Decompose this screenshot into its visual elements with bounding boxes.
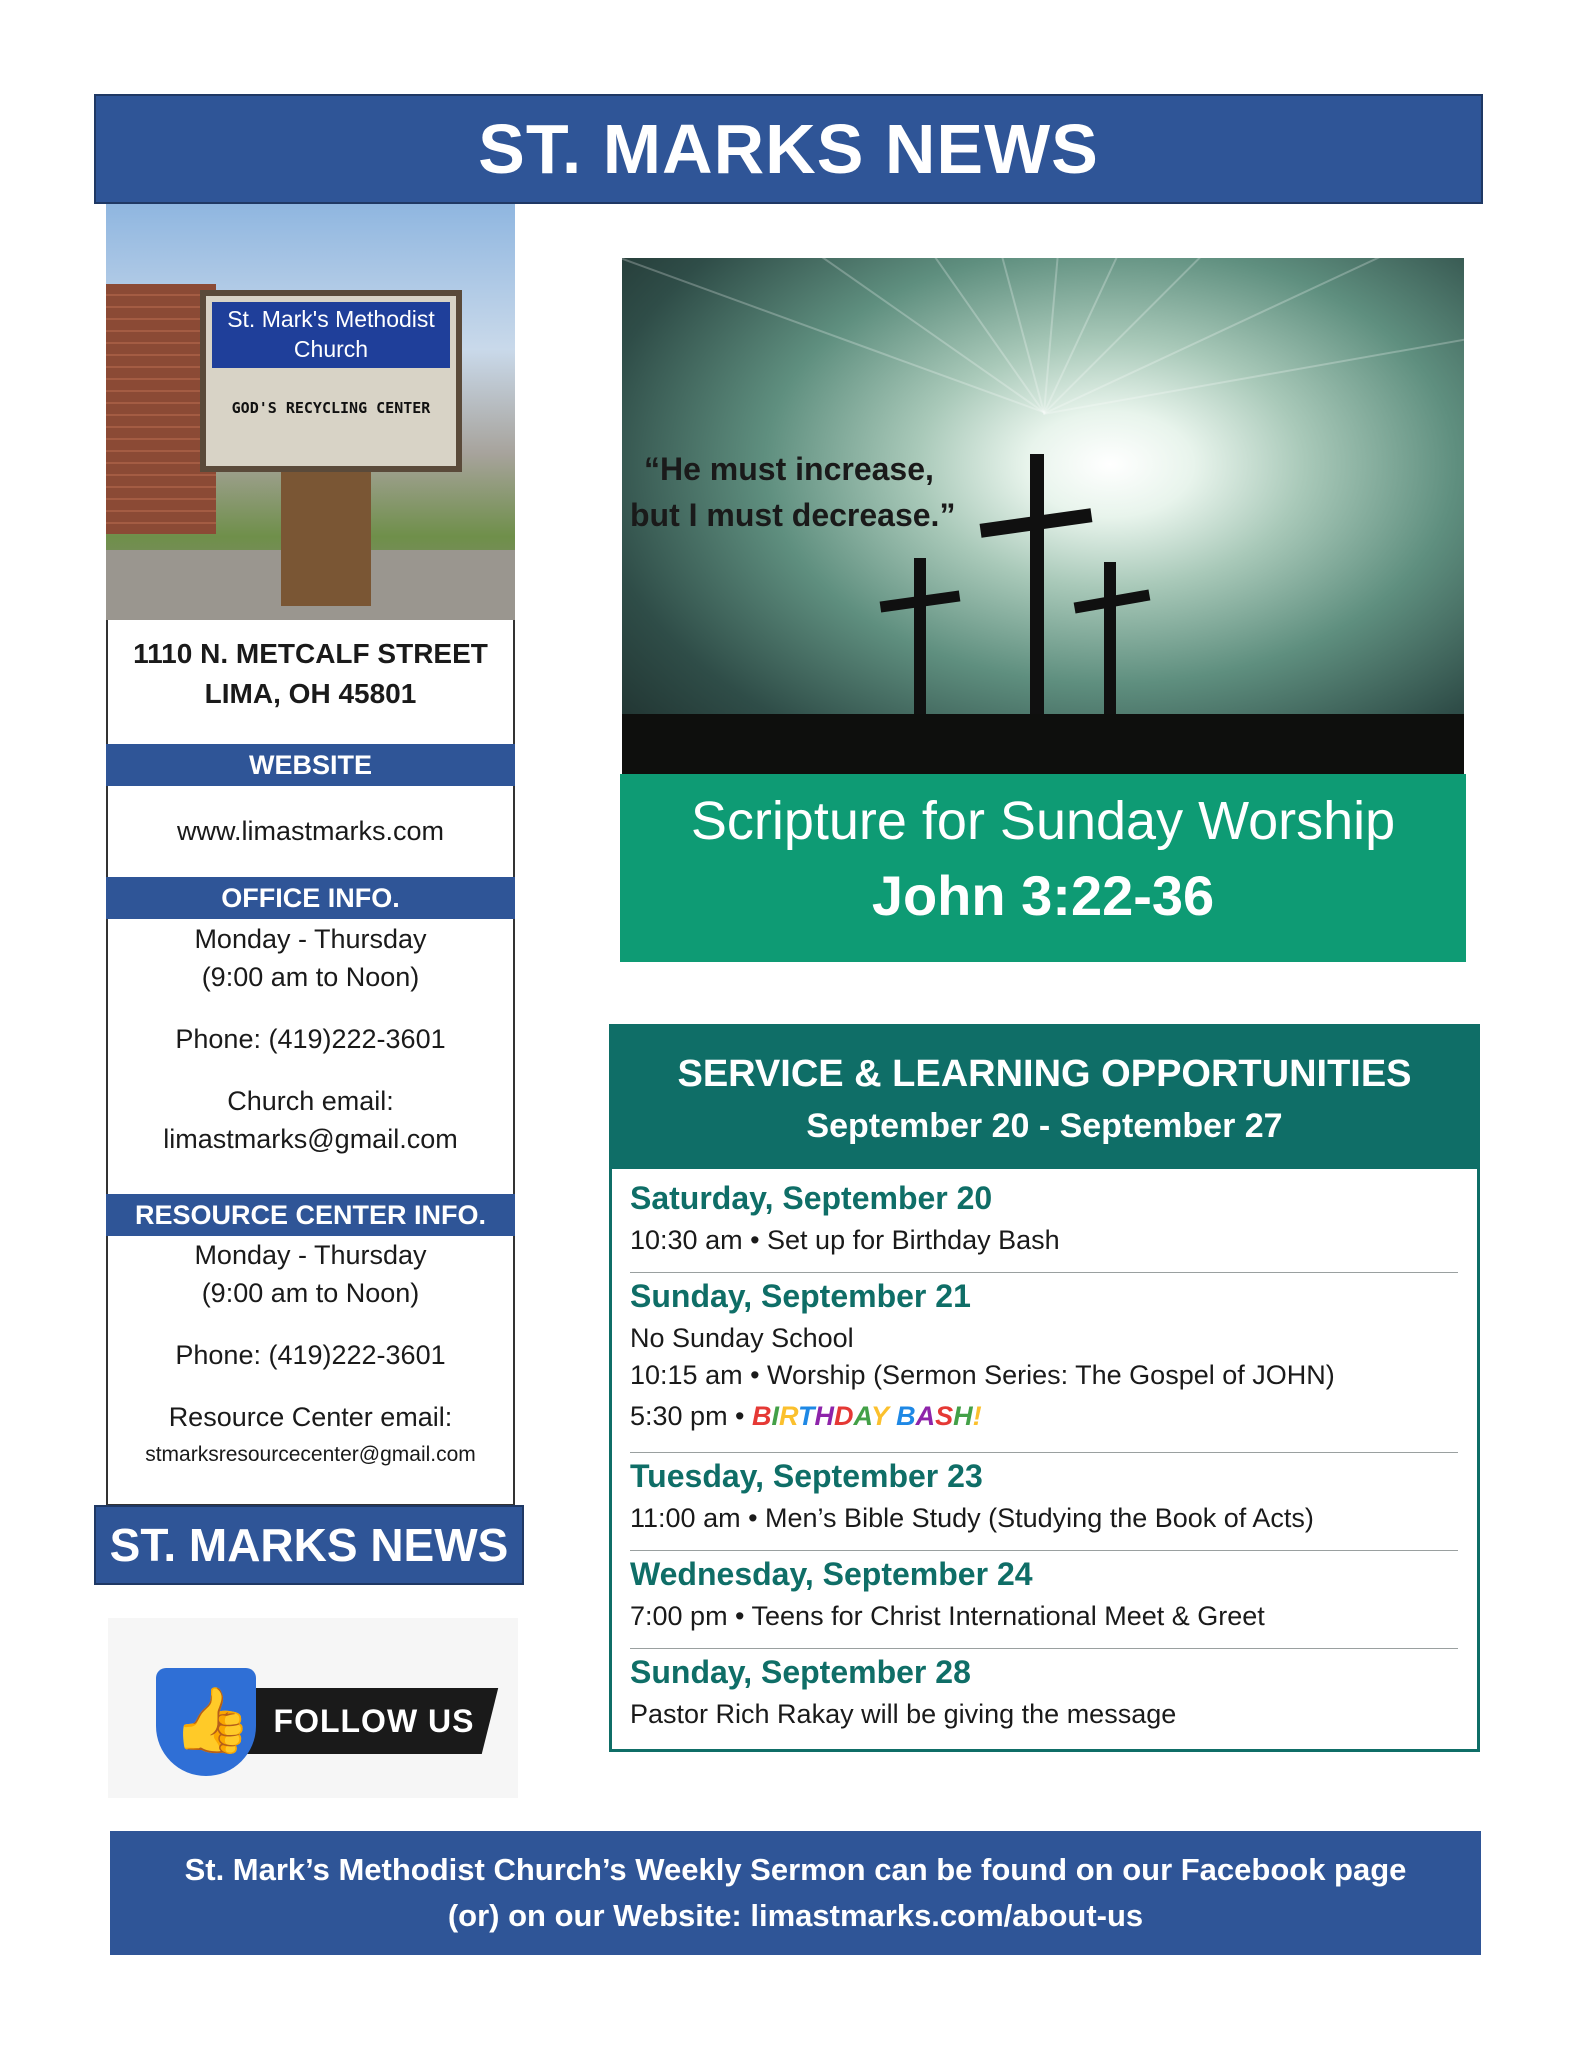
divider [630,1272,1458,1273]
divider [630,1648,1458,1649]
address-block [106,634,515,714]
resource-heading: RESOURCE CENTER INFO. [106,1194,515,1236]
divider [630,1550,1458,1551]
office-email-label: Church email: [227,1086,394,1116]
office-phone: Phone: (419)222-3601 [175,1024,446,1054]
service-header [609,1024,1480,1169]
office-heading: OFFICE INFO. [106,877,515,919]
follow-us-button[interactable] [108,1618,518,1798]
resource-email[interactable]: stmarksresourcecenter@gmail.com [145,1443,476,1466]
day-heading: Wednesday, September 24 [630,1556,1033,1592]
birthday-bash-highlight: BIRTHDAY BASH! [752,1401,982,1431]
thumbs-up-icon: 👍 [172,1684,252,1756]
event-item: No Sunday School [630,1323,854,1353]
address-line1: 1110 N. METCALF STREET [133,638,488,669]
bible-quote [630,446,955,538]
office-info [106,920,515,1158]
resource-days: Monday - Thursday [194,1240,427,1270]
follow-label: FOLLOW US [273,1703,475,1739]
crosses-hero-image [622,258,1464,774]
right-cross-vertical [1104,562,1116,724]
event-item: 11:00 am • Men’s Bible Study (Studying the Book of Acts) [630,1503,1314,1533]
left-cross-vertical [914,558,926,724]
sign-message: GOD'S RECYCLING CENTER [231,399,431,417]
footer-line1: St. Mark’s Methodist Church’s Weekly Sermon can be found on our Facebook page [184,1852,1407,1887]
sign-name: St. Mark's Methodist Church [212,302,450,368]
resource-hours: (9:00 am to Noon) [201,1278,420,1308]
quote-line2: but I must decrease.” [630,497,956,533]
event-item: 7:00 pm • Teens for Christ International Meet & Greet [630,1601,1265,1631]
day-heading: Sunday, September 28 [630,1654,971,1690]
event-item-birthday-bash [630,1398,1460,1434]
day-heading: Tuesday, September 23 [630,1458,983,1494]
website-url[interactable]: www.limastmarks.com [176,816,445,846]
office-days: Monday - Thursday [194,924,427,954]
page-header [94,94,1483,204]
service-range: September 20 - September 27 [806,1107,1283,1145]
event-item: 10:30 am • Set up for Birthday Bash [630,1225,1060,1255]
resource-phone: Phone: (419)222-3601 [175,1340,446,1370]
event-item: Pastor Rich Rakay will be giving the message [630,1699,1177,1729]
website-heading: WEBSITE [106,744,515,786]
sign-post [281,466,371,606]
sermon-footer [110,1831,1481,1955]
scripture-banner [620,774,1466,962]
church-sign-photo [106,204,515,620]
church-sign [200,290,462,472]
event-time: 5:30 pm • [630,1401,753,1431]
resource-info [106,1236,515,1474]
scripture-reference: John 3:22-36 [871,864,1215,927]
news-badge: ST. MARKS NEWS [94,1505,524,1585]
day-heading: Sunday, September 21 [630,1278,971,1314]
center-cross-vertical [1030,454,1044,724]
day-heading: Saturday, September 20 [630,1180,993,1216]
footer-line2[interactable]: (or) on our Website: limastmarks.com/about-us [447,1898,1144,1933]
event-item: 10:15 am • Worship (Sermon Series: The Gospel of JOHN) [630,1360,1335,1390]
address-line2: LIMA, OH 45801 [204,678,417,709]
grass-silhouette [622,714,1464,774]
divider [630,1452,1458,1453]
quote-line1: “He must increase, [644,451,934,487]
office-email[interactable]: limastmarks@gmail.com [163,1124,458,1154]
service-title: SERVICE & LEARNING OPPORTUNITIES [677,1053,1412,1095]
office-hours: (9:00 am to Noon) [201,962,420,992]
page-title: ST. MARKS NEWS [478,110,1099,188]
scripture-title: Scripture for Sunday Worship [690,791,1396,851]
resource-email-label: Resource Center email: [168,1402,453,1432]
